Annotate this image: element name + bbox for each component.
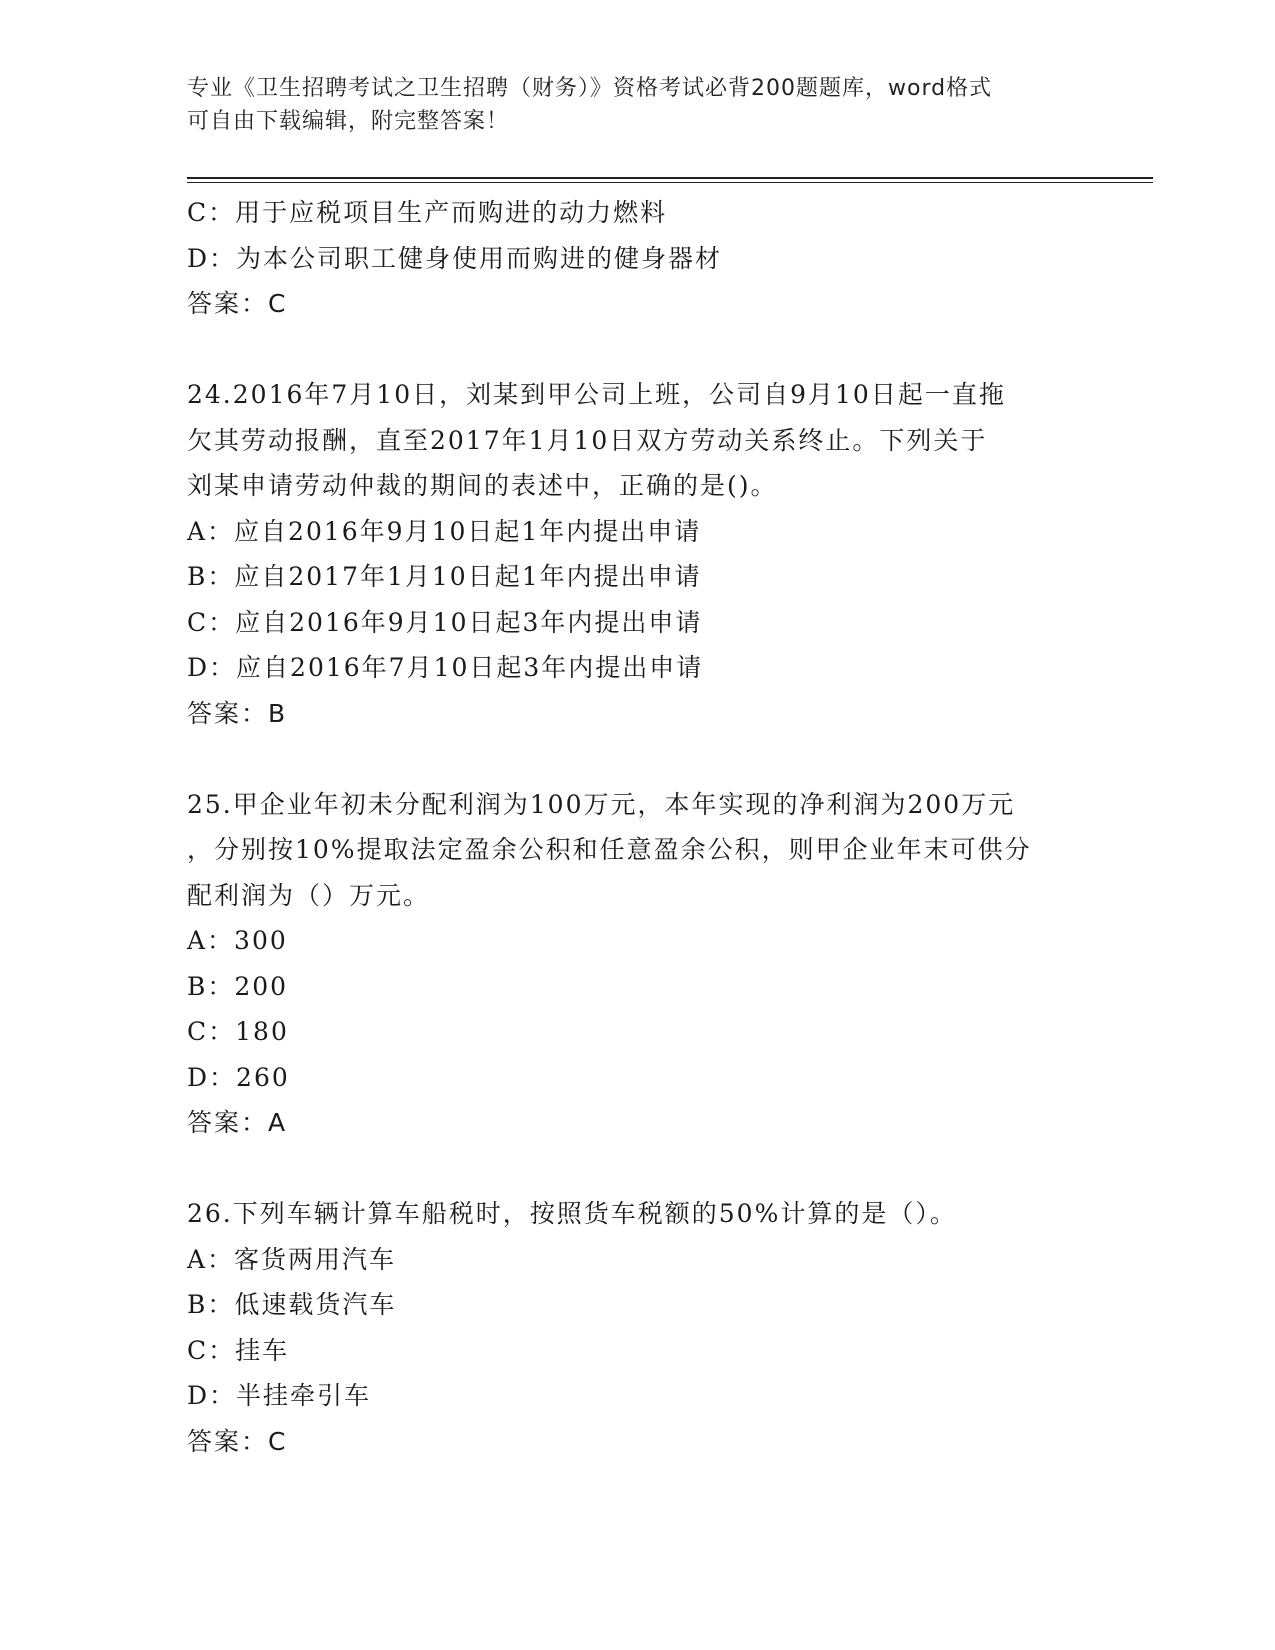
option-c: C：用于应税项目生产而购进的动力燃料 <box>187 198 668 227</box>
option-a: A：应自2016年9月10日起1年内提出申请 <box>187 516 702 546</box>
question-stem: 26.下列车辆计算车船税时，按照货车税额的50%计算的是（）。 <box>187 1199 957 1228</box>
question-24 <box>187 372 1087 736</box>
question-stem: ，分别按10%提取法定盈余公积和任意盈余公积，则甲企业年末可供分 <box>187 835 1032 864</box>
option-d: D：半挂牵引车 <box>187 1381 372 1410</box>
answer: 答案：B <box>187 698 288 728</box>
header-line-1: 专业《卫生招聘考试之卫生招聘（财务）》资格考试必背200题题库，word格式 <box>187 76 993 101</box>
document-header <box>187 72 1067 138</box>
option-a: A：客货两用汽车 <box>187 1244 397 1274</box>
answer: 答案：C <box>187 289 288 318</box>
question-stem: 24.2016年7月10日，刘某到甲公司上班，公司自9月10日起一直拖 <box>187 380 1006 409</box>
question-23 <box>187 190 1087 327</box>
question-stem: 25.甲企业年初未分配利润为100万元，本年实现的净利润为200万元 <box>187 789 1016 819</box>
option-b: B：低速载货汽车 <box>187 1290 397 1319</box>
header-line-2: 可自由下载编辑，附完整答案！ <box>187 109 510 134</box>
option-c: C：应自2016年9月10日起3年内提出申请 <box>187 607 703 637</box>
option-d: D：为本公司职工健身使用而购进的健身器材 <box>187 243 723 273</box>
question-stem: 配利润为（）万元。 <box>187 880 431 910</box>
option-b: B：应自2017年1月10日起1年内提出申请 <box>187 562 702 591</box>
option-a: A：300 <box>187 926 288 955</box>
question-stem: 欠其劳动报酬，直至2017年1月10日双方劳动关系终止。下列关于 <box>187 425 988 455</box>
question-list <box>187 190 1087 1464</box>
header-rule-thin <box>187 182 1153 183</box>
option-c: C：挂车 <box>187 1335 290 1365</box>
option-c: C：180 <box>187 1017 289 1046</box>
option-d: D：应自2016年7月10日起3年内提出申请 <box>187 653 704 682</box>
option-d: D：260 <box>187 1062 290 1092</box>
question-25 <box>187 782 1087 1146</box>
option-b: B：200 <box>187 971 289 1001</box>
question-stem: 刘某申请劳动仲裁的期间的表述中，正确的是()。 <box>187 471 778 500</box>
header-rule-thick <box>187 177 1153 179</box>
answer: 答案：A <box>187 1108 288 1137</box>
answer: 答案：C <box>187 1426 288 1456</box>
question-26 <box>187 1191 1087 1464</box>
